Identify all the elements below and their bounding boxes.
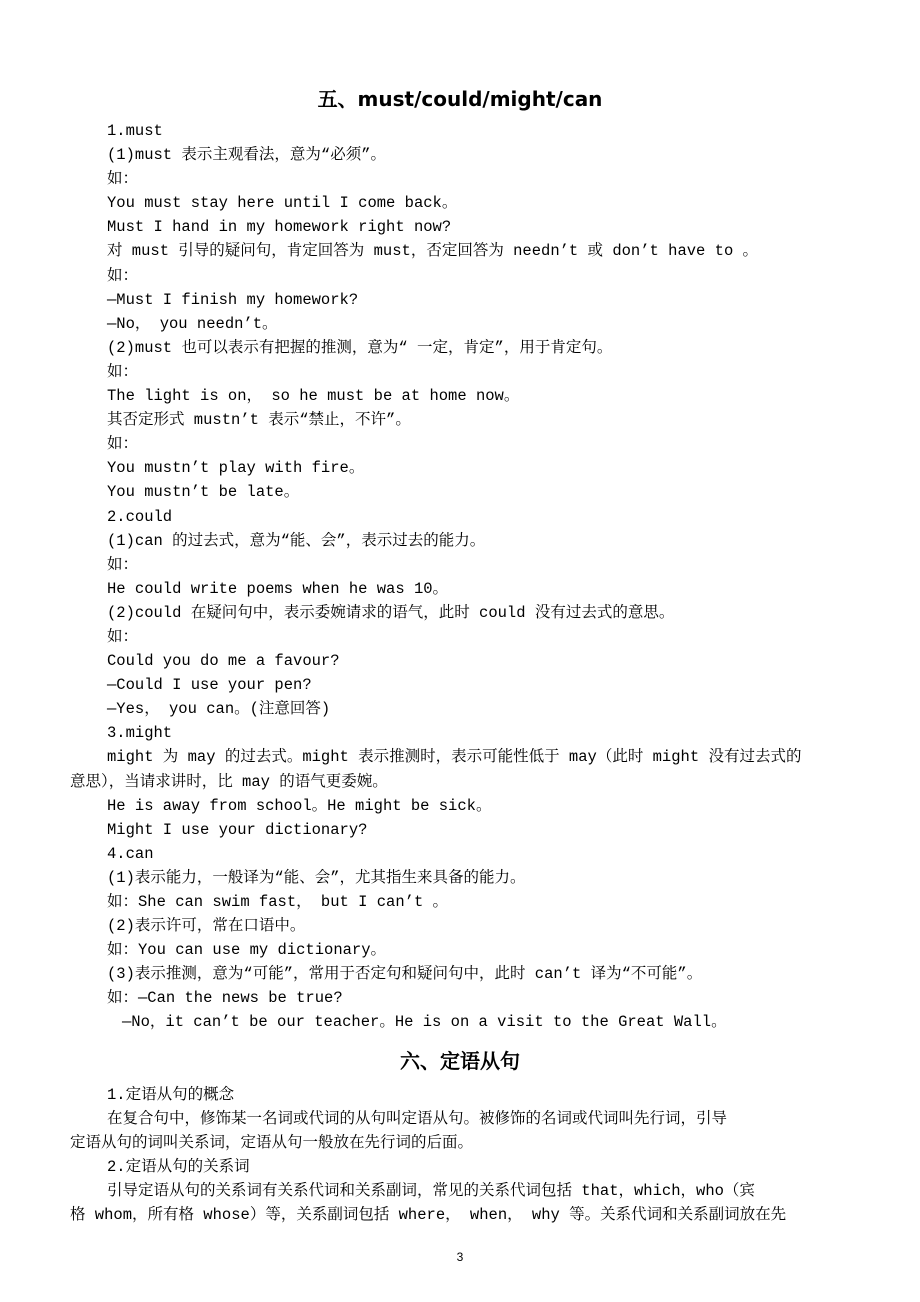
text-line: The light is on， so he must be at home now。: [107, 387, 520, 406]
section-heading-modal-verbs: 五、must/could/might/can: [317, 87, 603, 111]
text-line: —Could I use your pen?: [107, 676, 312, 695]
text-line: 对 must 引导的疑问句，肯定回答为 must，否定回答为 needn’t 或 don’t have to 。: [107, 242, 759, 261]
text-line: 其否定形式 mustn’t 表示“禁止，不许”。: [107, 411, 411, 430]
text-line: 如：: [107, 627, 139, 646]
text-line: 2.could: [107, 507, 173, 526]
text-line: (1)can 的过去式，意为“能、会”，表示过去的能力。: [107, 531, 486, 550]
text-line: (2)表示许可，常在口语中。: [107, 917, 306, 936]
text-line: 定语从句的词叫关系词，定语从句一般放在先行词的后面。: [70, 1134, 474, 1153]
text-line: Could you do me a favour?: [107, 652, 340, 671]
text-line: Must I hand in my homework right now?: [107, 218, 452, 237]
text-line: 3.might: [107, 724, 173, 743]
text-line: 如：: [107, 170, 139, 189]
text-line: 如：—Can the news be true?: [107, 989, 343, 1008]
text-line: —Must I finish my homework?: [107, 290, 359, 309]
text-line: 如：You can use my dictionary。: [107, 941, 387, 960]
text-line: 1.定语从句的概念: [107, 1086, 235, 1104]
text-line: 在复合句中，修饰某一名词或代词的从句叫定语从句。被修饰的名词或代词叫先行词，引导: [107, 1110, 728, 1129]
text-line: —Yes， you can。(注意回答): [107, 700, 331, 719]
text-line: You mustn’t be late。: [107, 483, 300, 502]
text-line: (3)表示推测，意为“可能”，常用于否定句和疑问句中，此时 can’t 译为“不可能”。: [107, 965, 703, 984]
text-line: (2)must 也可以表示有把握的推测，意为“ 一定，肯定”，用于肯定句。: [107, 338, 613, 357]
text-line: 意思），当请求讲时，比 may 的语气更委婉。: [70, 772, 388, 791]
text-line: 格 whom，所有格 whose）等，关系副词包括 where， when， why 等。关系代词和关系副词放在先: [70, 1206, 787, 1225]
section-heading-attributive-clause: 六、定语从句: [400, 1049, 520, 1073]
text-line: 2.定语从句的关系词: [107, 1158, 250, 1177]
page-number: 3: [456, 1250, 464, 1264]
section-body-attributive-clause: [0, 1083, 920, 1228]
text-line: might 为 may 的过去式。might 表示推测时，表示可能性低于 may（此时 might 没有过去式的: [107, 748, 802, 767]
text-line: 引导定语从句的关系词有关系代词和关系副词，常见的关系代词包括 that，which，who（宾: [107, 1182, 755, 1201]
text-line: (2)could 在疑问句中，表示委婉请求的语气，此时 could 没有过去式的意思。: [107, 603, 675, 622]
text-line: 如：: [107, 266, 139, 285]
text-line: —No， you needn’t。: [107, 314, 278, 333]
text-line: (1)must 表示主观看法，意为“必须”。: [107, 146, 387, 165]
section-body-modal-verbs: [0, 119, 920, 1035]
text-line: 如：: [107, 435, 139, 454]
text-line: He could write poems when he was 10。: [107, 579, 449, 598]
text-line: 1.must: [107, 122, 163, 140]
text-line: You must stay here until I come back。: [107, 194, 458, 213]
text-line: You mustn’t play with fire。: [107, 459, 365, 478]
text-line: Might I use your dictionary?: [107, 820, 368, 839]
text-line: 如：She can swim fast， but I can’t 。: [107, 893, 449, 911]
text-line: 如：: [107, 362, 139, 381]
text-line: He is away from school。He might be sick。: [107, 796, 492, 815]
text-line: 如：: [107, 555, 139, 574]
text-line: 4.can: [107, 844, 154, 863]
text-line: (1)表示能力，一般译为“能、会”，尤其指生来具备的能力。: [107, 868, 526, 887]
text-line: —No，it can’t be our teacher。He is on a visit to the Great Wall。: [122, 1013, 727, 1032]
